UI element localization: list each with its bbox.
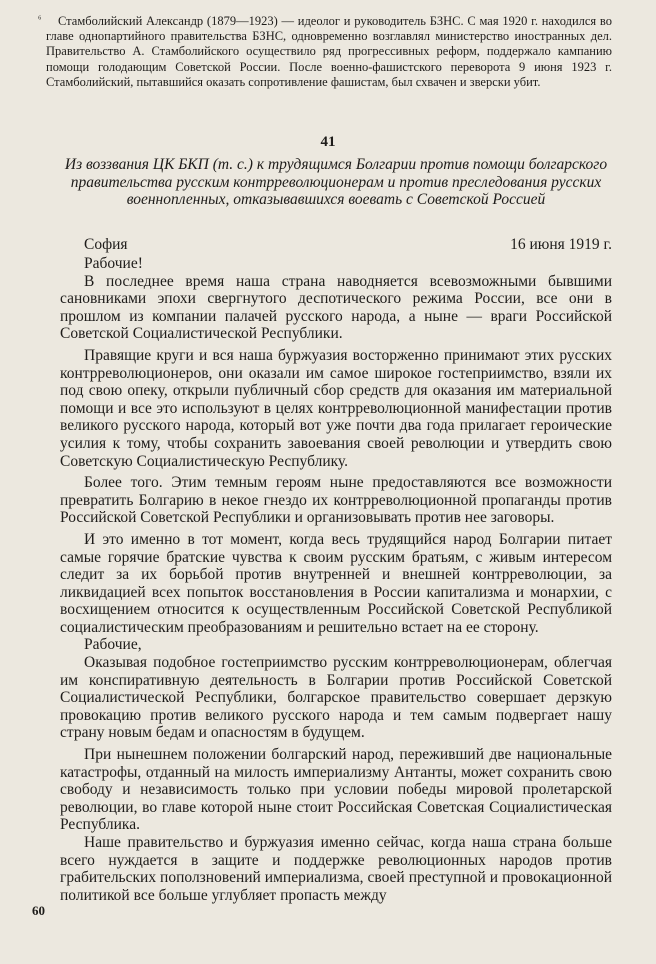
footnote-marker: ⁶: [38, 14, 42, 25]
paragraph: Более того. Этим темным героям ныне предоставляются все возможности превратить Болгарию в некое гнездо их контрреволюционной пропаганды против Российской Советской Республики и организовывать против нее заговоры.: [60, 474, 612, 527]
footnote: [38, 14, 612, 90]
paragraph: И это именно в тот момент, когда весь трудящийся народ Болгарии питает самые горячие братские чувства к своим русским братьям, с живым интересом следит за их борьбой против внутренней и внешней контрреволюции, за ликвидацией всех попыток восстановления в России капитализма и монархии, с восхищением относится к осуществленным Российской Советской Республикой социалистическим преобразованиям и решительно встает на ее сторону.: [60, 530, 612, 636]
footnote-text: Стамболийский Александр (1879—1923) — идеолог и руководитель БЗНС. С мая 1920 г. находился во главе однопартийного правительства БЗНС, одновременно возглавлял министерство иностранных дел. Правительство А. Стамболийского осуществило ряд прогрессивных реформ, поддержало кампанию помощи голодающим Советской России. После военно-фашистского переворота 9 июня 1923 г. Стамболийский, пытавшийся оказать сопротивление фашистам, был схвачен и зверски убит.: [46, 14, 612, 89]
document-body: [60, 255, 612, 904]
paragraph: Оказывая подобное гостеприимство русским контрреволюционерам, облегчая им конспиративную деятельность в Болгарии против Российской Советской Социалистической Республики, болгарское правительство совершает дерзкую провокацию против великого русского народа и тем самым подвергает нашу страну новым бедам и опасностям в будущем.: [60, 654, 612, 742]
document-place: София: [84, 236, 128, 253]
paragraph-address: Рабочие,: [84, 636, 142, 654]
paragraph: При нынешнем положении болгарский народ, переживший две национальные катастрофы, отданный на милость империализму Антанты, может сохранить свою свободу и независимость только при условии победы мировой пролетарской революции, во главе которой ныне стоит Российская Советская Социалистическая Республика.: [60, 746, 612, 834]
document-title: Из воззвания ЦК БКП (т. с.) к трудящимся Болгарии против помощи болгарского правительства русским контрреволюционерам и против преследования русских военнопленных, отказывавшихся воевать с Советской Россией: [64, 156, 608, 209]
document-date: 16 июня 1919 г.: [510, 236, 612, 253]
document-number: 41: [320, 134, 336, 150]
page-number: 60: [32, 903, 45, 918]
paragraph-salutation: Рабочие!: [84, 255, 143, 272]
paragraph: В последнее время наша страна наводняется всевозможными бывшими сановниками эпохи свергнутого деспотического режима России, все они в прошлом из компании палачей русского народа, а ныне — враги Российской Советской Социалистической Республики.: [60, 272, 612, 343]
paragraph: Правящие круги и вся наша буржуазия восторженно принимают этих русских контрреволюционеров, они оказали им самое широкое гостеприимство, взяли их под свою опеку, открыли публичный сбор средств для оказания им материальной помощи и все это используют в целях контрреволюционной манифестации против великого русского народа, который вот уже почти два года прилагает героические усилия к тому, чтобы сохранить завоевания своей революции и утвердить свою Советскую Социалистическую Республику.: [60, 346, 612, 470]
paragraph: Наше правительство и буржуазия именно сейчас, когда наша страна больше всего нуждается в защите и поддержке революционных народов против грабительских поползновений империализма, своей преступной и провокационной политикой все больше углубляет пропасть между: [60, 834, 612, 904]
